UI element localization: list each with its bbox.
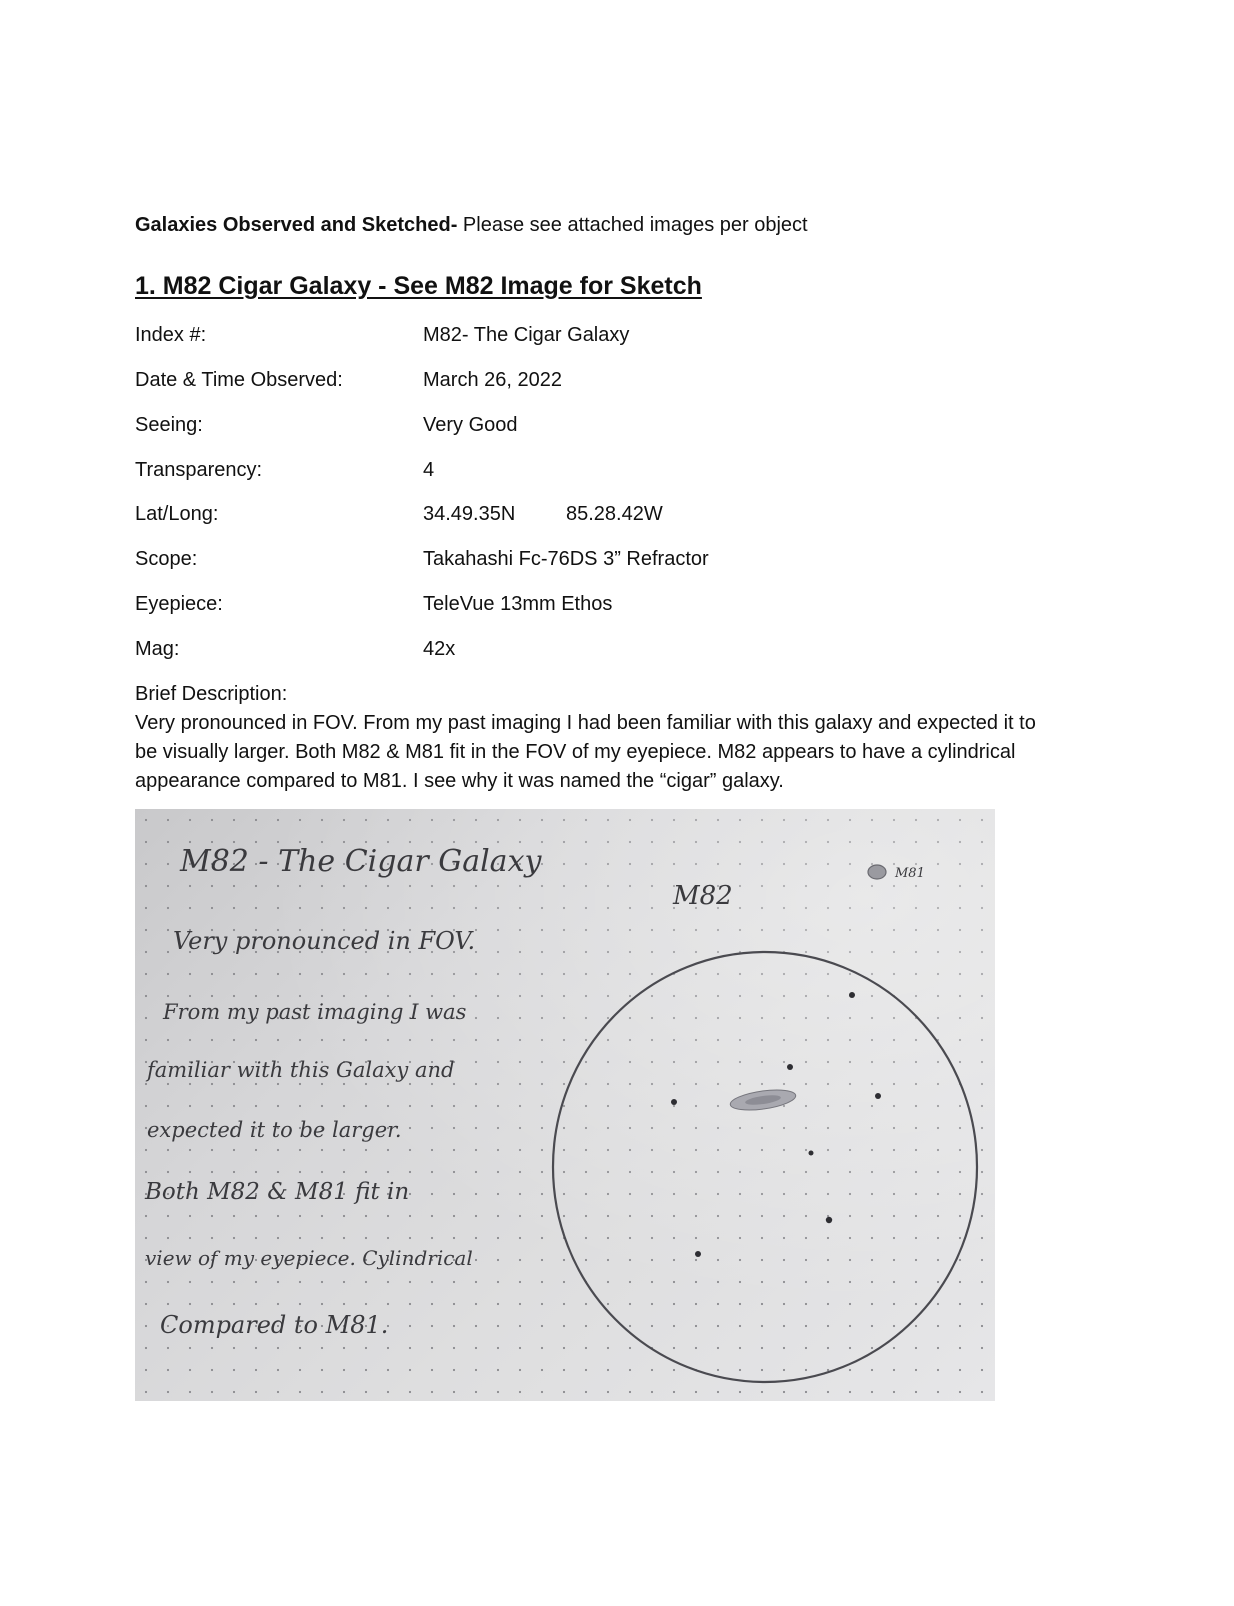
star-dot <box>671 1099 677 1105</box>
field-seeing <box>135 412 1135 438</box>
field-transparency <box>135 457 1135 483</box>
star-dot <box>826 1217 832 1223</box>
field-eyepiece <box>135 591 1135 617</box>
star-dot <box>695 1251 701 1257</box>
field-lat-value: 34.49.35N <box>423 503 516 525</box>
field-mag <box>135 636 1135 662</box>
field-value: 4 <box>423 459 435 481</box>
sketch-drawing <box>135 809 995 1401</box>
field-label: Lat/Long: <box>135 503 219 525</box>
sketch-note-line: M82 - The Cigar Galaxy <box>180 844 542 879</box>
sketch-label-m82: M82 <box>673 881 733 911</box>
sketch-note-line: view of my eyepiece. Cylindrical <box>145 1246 473 1270</box>
section-heading: 1. M82 Cigar Galaxy - See M82 Image for Sketch <box>135 272 702 300</box>
sketch-note-line: Both M82 & M81 fit in <box>145 1179 410 1205</box>
field-label: Seeing: <box>135 414 203 436</box>
sketch-note-line: familiar with this Galaxy and <box>147 1058 455 1082</box>
sketch-note-line: Very pronounced in FOV. <box>173 927 476 955</box>
field-long-value: 85.28.42W <box>566 503 663 525</box>
intro-rest: Please see attached images per object <box>457 214 808 236</box>
star-dot <box>875 1093 881 1099</box>
field-date <box>135 367 1135 393</box>
field-value: Very Good <box>423 414 518 436</box>
intro-bold: Galaxies Observed and Sketched- <box>135 214 458 236</box>
sketch-label-m81: M81 <box>895 866 925 881</box>
field-label: Scope: <box>135 548 198 570</box>
sketch-photo <box>135 809 995 1401</box>
field-label: Index #: <box>135 324 207 346</box>
star-dot <box>787 1064 793 1070</box>
field-value: 42x <box>423 638 456 660</box>
intro-line <box>135 213 808 237</box>
sketch-note-line: expected it to be larger. <box>147 1118 402 1142</box>
field-label: Eyepiece: <box>135 593 223 615</box>
field-value: March 26, 2022 <box>423 369 562 391</box>
field-label: Transparency: <box>135 459 263 481</box>
description-text: Very pronounced in FOV. From my past imaging I had been familiar with this galaxy and expected it to be visually larger. Both M82 & M81 fit in the FOV of my eyepiece. M82 appears to have a cylindrical appearance compared to M81. I see why it was named the “cigar” galaxy. <box>135 712 1036 792</box>
sketch-note-line: Compared to M81. <box>160 1311 389 1339</box>
star-dot <box>809 1151 814 1156</box>
field-scope <box>135 546 1135 572</box>
field-latlong <box>135 501 1135 527</box>
field-index <box>135 322 1135 348</box>
m81-galaxy-mark <box>868 865 886 879</box>
field-value: M82- The Cigar Galaxy <box>423 324 630 346</box>
description-label: Brief Description: <box>135 683 288 705</box>
star-dot <box>849 992 855 998</box>
sketch-note-line: From my past imaging I was <box>163 1000 467 1024</box>
field-value: TeleVue 13mm Ethos <box>423 593 613 615</box>
field-label: Date & Time Observed: <box>135 369 343 391</box>
field-value: Takahashi Fc-76DS 3” Refractor <box>423 548 709 570</box>
field-label: Mag: <box>135 638 180 660</box>
